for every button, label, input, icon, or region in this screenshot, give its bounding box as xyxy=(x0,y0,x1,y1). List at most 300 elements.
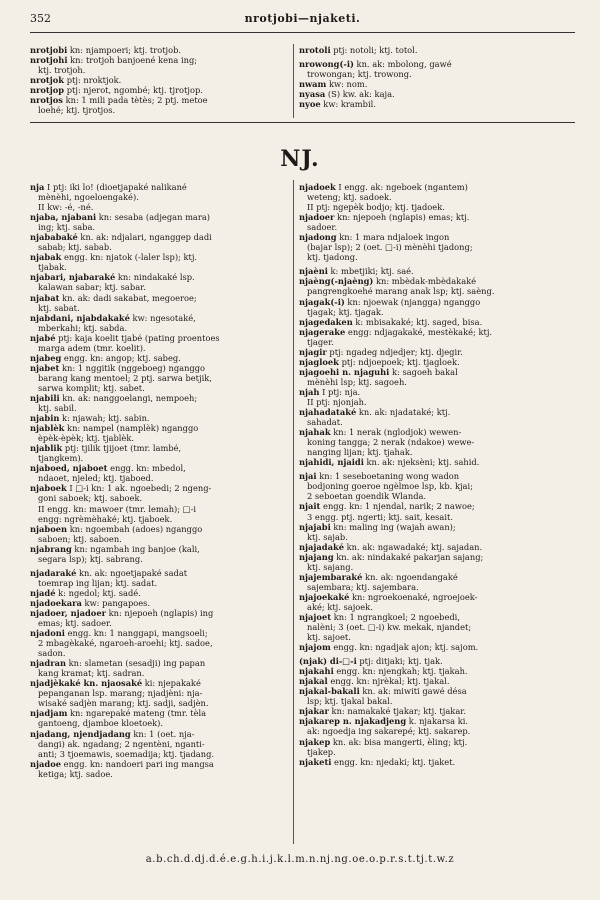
definition-text: ktj. sajang. xyxy=(307,561,354,572)
definition-text: aké; ktj. sajoek. xyxy=(307,601,373,612)
definition-text: kn. ak: njadataké; ktj. xyxy=(356,407,451,418)
entry-continuation xyxy=(30,433,298,443)
definition-text: kn: ngoembah (adoes) nganggo xyxy=(67,523,203,534)
definition-text: engg: ngrèmèhaké; ktj. tjaboek. xyxy=(38,513,173,524)
headword: njaboed, njaboet xyxy=(30,463,108,474)
entry-continuation xyxy=(30,514,298,524)
entry-continuation xyxy=(299,726,567,736)
definition-text: mènèhi lsp; ktj. sagoeh. xyxy=(307,376,407,387)
definition-text: ptj: kaja koelit tjabé (pating proentoes xyxy=(55,332,220,343)
section-rule-top xyxy=(30,122,575,123)
definition-text: kn: 1 nggitik (nggeboeg) nganggo xyxy=(59,362,206,373)
definition-text: kn. ak: ndjalari, nganggep dadi xyxy=(77,232,212,243)
entry-line xyxy=(299,552,567,562)
definition-text: k: njawah; ktj. sabin. xyxy=(59,413,150,424)
definition-text: pepanganan lsp. marang; njadjèni: nja- xyxy=(38,688,203,699)
definition-text: tjakep. xyxy=(307,746,336,757)
definition-text: segara lsp); ktj. sabrang. xyxy=(38,553,143,564)
definition-text: kn: 1 mili pada tètès; 2 ptj. metoe xyxy=(62,95,208,106)
definition-text: kn: nampel (namplèk) nganggo xyxy=(64,423,199,434)
entry-line xyxy=(299,59,567,69)
headword: njah xyxy=(299,386,320,397)
entry-continuation xyxy=(299,252,567,262)
entry-line xyxy=(30,413,298,423)
entry-continuation xyxy=(30,769,298,779)
headword: nja xyxy=(30,182,45,192)
entry-line xyxy=(299,297,567,307)
definition-text: tjabak. xyxy=(38,262,67,273)
top-left-column xyxy=(30,45,298,115)
entry-line xyxy=(30,588,298,598)
definition-text: kw: pangapoes. xyxy=(81,597,151,608)
entry-continuation xyxy=(30,343,298,353)
entry-line xyxy=(30,212,298,222)
entry-continuation xyxy=(299,192,567,202)
definition-text: kn. ak: dadi sakabat, megoeroe; xyxy=(59,292,197,303)
entry-continuation xyxy=(299,286,567,296)
right-column xyxy=(299,182,567,767)
definition-text: engg. kn: 1 nanggapi, mangsoeli; xyxy=(64,628,208,639)
entry-line xyxy=(30,608,298,618)
definition-text: sarwa komplit; ktj. sabet. xyxy=(38,382,145,393)
definition-text: tjagak; ktj. tjagak. xyxy=(307,306,384,317)
entry-line xyxy=(299,501,567,511)
headword: njabari, njabaraké xyxy=(30,272,116,283)
definition-text: loehé; ktj. tjrotjos. xyxy=(38,105,116,116)
entry-continuation xyxy=(30,504,298,514)
entry-line xyxy=(299,347,567,357)
definition-text: ktj. sajoet. xyxy=(307,632,351,643)
entry-line xyxy=(30,182,298,192)
definition-text: kn. ak: ngawadaké; ktj. sajadan. xyxy=(344,541,483,552)
entry-line xyxy=(299,357,567,367)
entry-continuation xyxy=(30,383,298,393)
entry-line xyxy=(299,716,567,726)
definition-text: pangrengkoehé marang anak lsp; ktj. saèng. xyxy=(307,286,495,297)
definition-text: II kw: -é, -né. xyxy=(38,202,94,213)
definition-text: kn: ngarepaké mateng (tmr. tèla xyxy=(67,708,207,719)
definition-text: kw: ngesotaké, xyxy=(129,312,196,323)
headword: njabak xyxy=(30,252,62,263)
definition-text: 3 engg. ptj. ngerti; ktj. sait, kesait. xyxy=(307,511,453,522)
definition-text: I □-i kn: 1 ak. ngoebedi; 2 ngeng- xyxy=(66,483,212,494)
entry-continuation xyxy=(30,192,298,202)
headword: njaboen xyxy=(30,523,68,534)
definition-text: I ptj: nja. xyxy=(319,386,361,397)
definition-text: kn: slametan (sesadji) ing papan xyxy=(66,658,206,669)
definition-text: sajembara; ktj. sajembara. xyxy=(307,581,419,592)
definition-text: k: mbisakaké; ktj. saged, bisa. xyxy=(352,316,483,327)
headword: njajadaké xyxy=(299,541,344,552)
headword: njadoni xyxy=(30,628,65,639)
entry-continuation xyxy=(299,491,567,501)
entry-line xyxy=(299,706,567,716)
entry-continuation xyxy=(299,696,567,706)
entry-continuation xyxy=(299,532,567,542)
definition-text: kang kramat; ktj. sadran. xyxy=(38,668,145,679)
entry-line xyxy=(299,232,567,242)
definition-text: emas; ktj. sadoer. xyxy=(38,618,112,629)
entry-continuation xyxy=(299,747,567,757)
definition-text: nalèni; 3 (oet. □-i) kw. mekak, njandet; xyxy=(307,622,472,633)
entry-line xyxy=(30,75,298,85)
entry-continuation xyxy=(299,437,567,447)
entry-continuation xyxy=(299,622,567,632)
left-column xyxy=(30,182,298,779)
definition-text: 2 seboetan goendik Wlanda. xyxy=(307,491,427,502)
entry-line xyxy=(30,423,298,433)
entry-line xyxy=(299,612,567,622)
headword: nrotjos xyxy=(30,95,63,106)
page-header xyxy=(30,12,575,28)
headword: njagloek xyxy=(299,356,339,367)
entry-line xyxy=(30,568,298,578)
entry-continuation xyxy=(30,473,298,483)
headword: nrowong(-i) xyxy=(299,59,354,70)
entry-line xyxy=(299,99,567,109)
entry-line xyxy=(299,666,567,676)
definition-text: sabab; ktj. sabab. xyxy=(38,242,112,253)
entry-line xyxy=(299,592,567,602)
definition-text: ktj. tjadong. xyxy=(307,252,358,263)
headword: njadoer, njadoer xyxy=(30,607,106,618)
headword: njakar xyxy=(299,706,329,717)
entry-line xyxy=(299,757,567,767)
header-rule xyxy=(30,32,575,33)
entry-line xyxy=(299,471,567,481)
definition-text: 2 mbagèkaké, ngaroeh-aroehi; ktj. sadoe, xyxy=(38,638,213,649)
entry-continuation xyxy=(30,222,298,232)
entry-line xyxy=(30,353,298,363)
entry-line xyxy=(299,182,567,192)
entry-continuation xyxy=(30,105,298,115)
definition-text: kn: ngroekoenaké, ngroejoek- xyxy=(349,591,478,602)
entry-line xyxy=(30,729,298,739)
definition-text: ak: ngoedja ing sakarepé; ktj. sakarep. xyxy=(307,726,471,737)
running-title: nrotjobi—njaketi. xyxy=(244,12,361,25)
headword: nrotoli xyxy=(299,45,331,55)
definition-text: kn: 1 (oet. nja- xyxy=(130,728,195,739)
entry-continuation xyxy=(30,282,298,292)
entry-continuation xyxy=(30,739,298,749)
entry-line xyxy=(30,678,298,688)
headword: njaba, njabani xyxy=(30,212,97,223)
headword: njakal-bakali xyxy=(299,686,360,697)
entry-continuation xyxy=(30,718,298,728)
entry-line xyxy=(299,367,567,377)
headword: njabet xyxy=(30,362,60,373)
entry-line xyxy=(30,759,298,769)
definition-text: ptj: ndjoepoek; ktj. tjagloek. xyxy=(338,356,460,367)
entry-continuation xyxy=(299,337,567,347)
headword: njajom xyxy=(299,642,331,653)
page-number: 352 xyxy=(30,12,51,25)
definition-text: ktj. sabil. xyxy=(38,403,77,414)
entry-continuation xyxy=(299,562,567,572)
entry-continuation xyxy=(30,242,298,252)
headword: nyoe xyxy=(299,99,321,110)
headword: njadong xyxy=(299,232,337,243)
entry-continuation xyxy=(30,618,298,628)
definition-text: sahadat. xyxy=(307,417,343,428)
definition-text: èpèk-èpèk; ktj. tjablèk. xyxy=(38,433,135,444)
entry-line xyxy=(30,524,298,534)
entry-line xyxy=(30,252,298,262)
headword: njadjam xyxy=(30,708,68,719)
entry-line xyxy=(299,276,567,286)
definition-text: kn. ak: njeksèni; ktj. sahid. xyxy=(363,457,480,468)
definition-text: kn: mbèdak-mbèdakaké xyxy=(373,276,477,287)
entry-line xyxy=(299,642,567,652)
definition-text: trowongan; ktj. trowong. xyxy=(307,69,412,80)
entry-continuation xyxy=(299,602,567,612)
definition-text: kn: 1 ngrangkoel; 2 ngoebedi, xyxy=(331,611,460,622)
definition-text: engg. kn: angop; ktj. sabeg. xyxy=(61,352,181,363)
entry-line xyxy=(299,676,567,686)
definition-text: kn. ak: miwiti gawé désa xyxy=(359,686,467,697)
entry-line xyxy=(299,522,567,532)
definition-text: sadoer. xyxy=(307,222,338,233)
definition-text: kn: njampoeri; ktj. trotjob. xyxy=(67,45,182,55)
entry-continuation xyxy=(299,242,567,252)
headword: njahadataké xyxy=(299,407,357,418)
definition-text: kn. ak: ngoendangaké xyxy=(362,571,458,582)
entry-continuation xyxy=(299,377,567,387)
headword: njaèni xyxy=(299,266,328,277)
entry-continuation xyxy=(299,307,567,317)
definition-text: kn: sesaba (adjegan mara) xyxy=(96,212,211,223)
entry-line xyxy=(30,45,298,55)
headword: njakahi xyxy=(299,666,334,677)
top-right-column xyxy=(299,45,567,109)
definition-text: ptj: nroktjok. xyxy=(64,75,122,86)
headword: njadjèkaké kn. njaosaké xyxy=(30,678,143,689)
definition-text: lsp; ktj. tjakal bakal. xyxy=(307,696,393,707)
entry-line xyxy=(30,293,298,303)
definition-text: ptj: notoli; ktj. totol. xyxy=(330,45,418,55)
headword: njakal xyxy=(299,676,328,687)
definition-text: ing; ktj. saba. xyxy=(38,222,96,233)
headword: nyasa xyxy=(299,89,326,100)
headword: njadran xyxy=(30,658,66,669)
definition-text: engg. kn: njengkah; ktj. tjakah. xyxy=(333,666,468,677)
headword: njajang xyxy=(299,551,334,562)
headword: njadoe xyxy=(30,758,62,769)
headword: njaèng(-njaèng) xyxy=(299,276,374,287)
headword: njagak(-i) xyxy=(299,296,345,307)
headword: njait xyxy=(299,501,321,512)
entry-continuation xyxy=(30,638,298,648)
headword: njakep xyxy=(299,736,331,747)
entry-line xyxy=(30,393,298,403)
entry-line xyxy=(30,598,298,608)
entry-continuation xyxy=(30,202,298,212)
headword: njagir xyxy=(299,346,327,357)
definition-text: k. njakarsa ki. xyxy=(406,716,469,727)
definition-text: k: sagoeh bakal xyxy=(389,366,458,377)
definition-text: kn: njoewak (njangga) nganggo xyxy=(344,296,481,307)
entry-continuation xyxy=(30,403,298,413)
entry-line xyxy=(30,272,298,282)
headword: njadé xyxy=(30,587,56,598)
definition-text: mberkahi; ktj. sabda. xyxy=(38,322,128,333)
definition-text: sadon. xyxy=(38,648,66,659)
headword: njabdani, njabdakaké xyxy=(30,312,130,323)
entry-line xyxy=(30,95,298,105)
definition-text: marga adem (tmr. koelit). xyxy=(38,342,146,353)
headword: (njak) di-□-i xyxy=(299,656,357,667)
entry-line xyxy=(299,542,567,552)
definition-text: kw: krambil. xyxy=(320,99,376,110)
definition-text: kn: 1 nerak (nglodjok) wewen- xyxy=(330,427,462,438)
definition-text: kn. ak: bisa mangerti, èling; ktj. xyxy=(330,736,468,747)
definition-text: koning tangga; 2 nerak (ndakoe) wewe- xyxy=(307,437,475,448)
entry-line xyxy=(30,483,298,493)
definition-text: kn: ngambah ing banjoe (kali, xyxy=(71,543,200,554)
definition-text: dangi) ak. ngadang; 2 ngentèni, nganti- xyxy=(38,738,205,749)
entry-line xyxy=(299,317,567,327)
entry-line xyxy=(30,544,298,554)
entry-continuation xyxy=(299,481,567,491)
headword: njagoehi n. njaguhi xyxy=(299,366,390,377)
definition-text: II ptj: njonjah. xyxy=(307,396,367,407)
definition-text: toemrap ing lijan; ktj. sadat. xyxy=(38,577,158,588)
entry-continuation xyxy=(30,65,298,75)
entry-continuation xyxy=(299,202,567,212)
definition-text: k: ngedol; ktj. sadé. xyxy=(55,587,141,598)
definition-text: tjangkem). xyxy=(38,453,84,464)
entry-line xyxy=(299,427,567,437)
entry-line xyxy=(299,457,567,467)
definition-text: goni saboek; ktj. saboek. xyxy=(38,493,143,504)
entry-line xyxy=(30,333,298,343)
entry-line xyxy=(299,656,567,666)
definition-text: gantoeng, djamboe kloetoek). xyxy=(38,718,164,729)
headword: nwam xyxy=(299,79,327,90)
entry-line xyxy=(30,232,298,242)
entry-line xyxy=(30,363,298,373)
definition-text: kn: nindakaké lsp. xyxy=(115,272,195,283)
headword: nrotjop xyxy=(30,85,65,96)
definition-text: ki: njepakaké xyxy=(142,678,201,689)
entry-line xyxy=(299,45,567,55)
entry-continuation xyxy=(30,668,298,678)
definition-text: II ptj: ngepèk bodjo; ktj. tjadoek. xyxy=(307,202,445,213)
entry-continuation xyxy=(30,688,298,698)
headword: njabrang xyxy=(30,543,72,554)
definition-text: ketiga; ktj. sadoe. xyxy=(38,768,113,779)
entry-continuation xyxy=(30,303,298,313)
definition-text: ndaoet, njeled; ktj. tjaboed. xyxy=(38,473,154,484)
definition-text: k: mbetjiki; ktj. saé. xyxy=(327,266,414,277)
entry-line xyxy=(299,212,567,222)
definition-text: engg. kn: njedaki; ktj. tjaket. xyxy=(331,756,456,767)
entry-line xyxy=(30,708,298,718)
column-divider-top xyxy=(293,44,294,118)
headword: njai xyxy=(299,471,317,482)
entry-line xyxy=(30,443,298,453)
headword: njadaraké xyxy=(30,567,77,578)
entry-continuation xyxy=(299,632,567,642)
definition-text: (bajar lsp); 2 (oet. □-i) mènèhi tjadong; xyxy=(307,242,473,253)
definition-text: kalawan sabar; ktj. sabar. xyxy=(38,282,146,293)
entry-continuation xyxy=(30,373,298,383)
definition-text: kw: nom. xyxy=(326,79,368,90)
entry-continuation xyxy=(299,69,567,79)
definition-text: kn. ak: mbolong, gawé xyxy=(353,59,452,70)
headword: njabili xyxy=(30,392,60,403)
entry-line xyxy=(299,686,567,696)
definition-text: II engg. kn: mawoer (tmr. lemah); □-i xyxy=(38,503,197,514)
entry-continuation xyxy=(299,447,567,457)
entry-line xyxy=(299,572,567,582)
headword: njabé xyxy=(30,332,56,343)
headword: njahak xyxy=(299,427,331,438)
entry-line xyxy=(299,89,567,99)
entry-line xyxy=(30,313,298,323)
definition-text: ptj: ngadeg ndjedjer; ktj. djegir. xyxy=(326,346,463,357)
definition-text: kn: 1 mara ndjaloek ingon xyxy=(336,232,450,243)
headword: njajembaraké xyxy=(299,571,363,582)
entry-line xyxy=(299,327,567,337)
definition-text: ktj. trotjoh. xyxy=(38,65,86,76)
headword: njajoekaké xyxy=(299,591,350,602)
headword: njahidi, njaidi xyxy=(299,457,364,468)
definition-text: (S) kw. ak: kaja. xyxy=(325,89,395,100)
definition-text: kn: 1 seseboetaning wong wadon xyxy=(316,471,460,482)
entry-line xyxy=(299,407,567,417)
definition-text: engg. kn: nandoeri pari ing mangsa xyxy=(61,758,214,769)
entry-line xyxy=(299,79,567,89)
definition-text: bodjoning goeroe ngèlmoe lsp, kb. kjai; xyxy=(307,481,473,492)
entry-continuation xyxy=(30,749,298,759)
entry-line xyxy=(30,658,298,668)
entry-continuation xyxy=(30,262,298,272)
entry-continuation xyxy=(30,698,298,708)
definition-text: ktj. sajab. xyxy=(307,531,348,542)
headword: njablèk xyxy=(30,423,65,434)
headword: nrotjok xyxy=(30,75,65,86)
definition-text: weteng; ktj. sadoek. xyxy=(307,192,392,203)
section-heading: NJ. xyxy=(280,146,320,172)
entry-continuation xyxy=(299,397,567,407)
entry-line xyxy=(299,266,567,276)
definition-text: nanging lijan; ktj. tjahak. xyxy=(307,447,413,458)
headword: njaboek xyxy=(30,483,67,494)
definition-text: saboen; ktj. saboen. xyxy=(38,533,122,544)
definition-text: engg. kn: 1 njendal, narik; 2 nawoe; xyxy=(320,501,475,512)
definition-text: I ptj: iki lo! (dioetjapaké nalikané xyxy=(44,182,187,192)
headword: njajabi xyxy=(299,521,331,532)
definition-text: kn. ak: nindakaké pakarjan sajang; xyxy=(333,551,484,562)
definition-text: kn: trotjoh banjoené kena ing; xyxy=(67,55,198,66)
alphabet-footer: a.b.ch.d.dj.d.é.e.g.h.i.j.k.l.m.n.nj.ng.oe.o.p.r.s.t.tj.t.w.z xyxy=(145,854,455,865)
entry-line xyxy=(299,387,567,397)
headword: njabin xyxy=(30,413,60,424)
headword: njadang, njendjadang xyxy=(30,728,131,739)
entry-continuation xyxy=(30,323,298,333)
entry-continuation xyxy=(30,493,298,503)
definition-text: kn. ak: ngoetjapaké sadat xyxy=(76,567,188,578)
headword: njaketi xyxy=(299,756,332,767)
entry-continuation xyxy=(30,554,298,564)
entry-line xyxy=(299,737,567,747)
definition-text: kn: njepoeh (nglapis) ing xyxy=(105,607,214,618)
entry-line xyxy=(30,628,298,638)
definition-text: barang kang mentoel; 2 ptj. sarwa betjik, xyxy=(38,372,212,383)
headword: njagerake xyxy=(299,326,346,337)
headword: njadoer xyxy=(299,212,335,223)
